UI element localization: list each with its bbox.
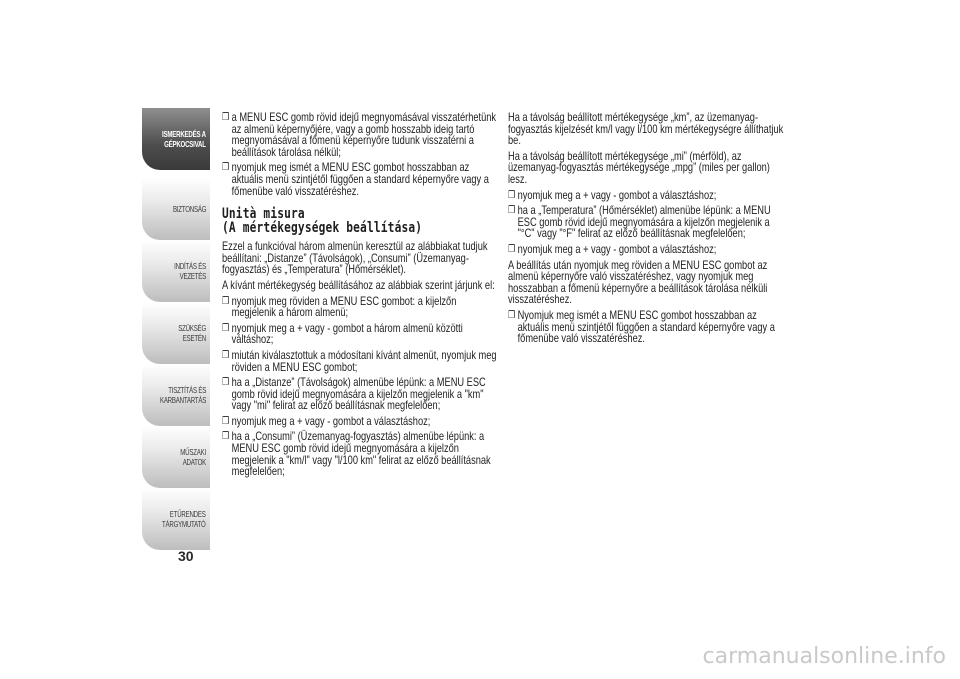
checkbox-bullet-icon: ❒ [222,377,230,389]
tab-szukseg[interactable] [142,302,210,364]
list-item: ❒ nyomjuk meg a + vagy - gombot a három almenü közötti váltáshoz; [222,321,463,347]
tab-inditas[interactable] [142,240,210,302]
section-heading: Unità misura (A mértékegységek beállítása) [222,206,423,237]
list-item: ❒ ha a „Consumi” (Üzemanyag-fogyasztás) almenübe lépünk: a MENU ESC gomb rövid idejű megnyomására a kijelzőn megjelenik a "km/l" vagy "l/100 km" felirat az előző beállításnak megfelelően; [222,430,491,479]
list-item: ❒ a MENU ESC gomb rövid idejű megnyomásával visszatérhetünk az almenü képernyőjére, vagy a gomb hosszabb ideig tartó megnyomásával a főmenü képernyőre tudunk visszatérni a beállítások tárolása nélkül; [222,111,497,159]
tab-label: BIZTONSÁG [172,204,206,214]
tab-muszaki[interactable] [142,426,210,488]
paragraph: Ha a távolság beállított mértékegysége „km”, az üzemanyag-fogyasztás kijelzését km/l vagy l/100 km mértékegységre állíthatjuk be. [508,111,784,148]
list-item: ❒ nyomjuk meg röviden a MENU ESC gombot: a kijelzőn megjelenik a három almenü; [222,294,457,320]
tab-biztonsag[interactable] [142,178,210,240]
tab-label: ETŰRENDES TÁRGYMUTATÓ [162,509,206,529]
checkbox-bullet-icon: ❒ [508,309,516,321]
list-item: ❒ ha a „Temperatura” (Hőmérséklet) almenübe lépünk: a MENU ESC gomb rövid idejű megnyomására a kijelzőn megjelenik a "°C" vagy "°F" felirat az előző beállításnak megfelelően; [508,204,771,241]
list-item: ❒ miután kiválasztottuk a módosítani kívánt almenüt, nyomjuk meg röviden a MENU ESC gombot; [222,348,497,374]
checkbox-bullet-icon: ❒ [222,112,230,123]
tab-tisztitas[interactable] [142,364,210,426]
paragraph: A kívánt mértékegység beállításához az alábbiak szerint járjunk el: [222,278,495,292]
list-item: ❒ nyomjuk meg a + vagy - gombot a választáshoz; [508,242,717,256]
tab-label: INDÍTÁS ÉS VEZETÉS [174,261,206,281]
list-item: ❒ nyomjuk meg a + vagy - gombot a választáshoz; [222,414,431,428]
paragraph: Ha a távolság beállított mértékegysége „mi” (mérföld), az üzemanyag-fogyasztás mértékegysége „mpg” (miles per gallon) lesz. [508,149,770,186]
checkbox-bullet-icon: ❒ [222,322,230,334]
paragraph: Ezzel a funkcióval három almenün keresztül az alábbiakat tudjuk beállítani: „Distanze” (Távolságok), „Consumi” (Üzemanyag-fogyasztás) és „Temperatura” (Hőmérséklet). [222,240,488,277]
checkbox-bullet-icon: ❒ [508,189,516,201]
checkbox-bullet-icon: ❒ [222,415,230,427]
checkbox-bullet-icon: ❒ [222,349,230,361]
tab-label: SZÜKSÉG ESETÉN [178,323,206,343]
tab-label: TISZTÍTÁS ÉS KARBANTARTÁS [159,385,206,405]
text-column-right [508,112,788,349]
checkbox-bullet-icon: ❒ [508,205,516,217]
list-item: ❒ nyomjuk meg a + vagy - gombot a választáshoz; [508,188,717,202]
checkbox-bullet-icon: ❒ [222,295,230,307]
checkbox-bullet-icon: ❒ [222,162,230,174]
tab-ismerkedes[interactable] [142,108,210,170]
list-item: ❒ nyomjuk meg ismét a MENU ESC gombot hosszabban az aktuális menü szintjétől függően a standard képernyőre vagy a főmenübe való visszatéréshez. [222,161,489,198]
tab-targymutato[interactable] [142,488,210,550]
tab-label: ISMERKEDÉS A GÉPKOCSIVAL [162,129,206,149]
paragraph: A beállítás után nyomjuk meg röviden a MENU ESC gombot az almenü képernyőre való visszatéréshez, vagy nyomjuk meg hosszabban a főmenü képernyőre a beállítások tárolása nélküli visszatéréshez. [508,258,768,307]
text-column-left [222,112,502,482]
list-item: ❒ Nyomjuk meg ismét a MENU ESC gombot hosszabban az aktuális menü szintjétől függően a standard képernyőre vagy a főmenübe való visszatéréshez. [508,308,775,346]
page-number: 30 [178,548,194,564]
checkbox-bullet-icon: ❒ [508,243,516,255]
checkbox-bullet-icon: ❒ [222,431,230,443]
tab-label: MŰSZAKI ADATOK [180,447,206,467]
watermark: carmanualsonline.info [702,644,946,669]
list-item: ❒ ha a „Distanze” (Távolságok) almenübe lépünk: a MENU ESC gomb rövid idejű megnyomására a kijelzőn megjelenik a "km" vagy "mi" felirat az előző beállításnak megfelelően; [222,376,486,413]
